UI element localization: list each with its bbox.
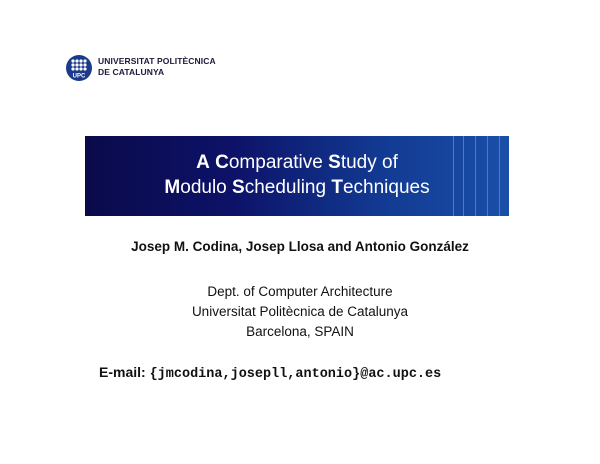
university-name-line2: DE CATALUNYA: [98, 67, 165, 77]
university-name: [98, 56, 216, 78]
title-segment: echniques: [342, 177, 430, 198]
affiliation-university: Universitat Politècnica de Catalunya: [191, 304, 409, 319]
title-segment: odulo: [180, 177, 233, 198]
title-banner: [85, 136, 509, 216]
title-segment: S: [232, 177, 245, 198]
slide-title: [85, 150, 509, 200]
email-address: {jmcodina,josepll,antonio}@ac.upc.es: [149, 367, 442, 382]
slide-title-line2: [85, 175, 509, 200]
title-segment: cheduling: [244, 177, 332, 198]
title-segment: S: [328, 152, 341, 173]
affiliation: [0, 282, 600, 342]
upc-logo-icon: [66, 55, 92, 81]
university-name-line1: UNIVERSITAT POLITÈCNICA: [98, 56, 216, 66]
slide-title-line1: [85, 150, 509, 175]
title-segment: T: [331, 177, 343, 198]
title-segment: M: [164, 177, 181, 198]
title-segment: A: [196, 152, 210, 173]
title-segment: C: [215, 152, 229, 173]
title-segment: tudy of: [340, 152, 398, 173]
logo-text: UPC: [72, 73, 86, 80]
affiliation-dept: Dept. of Computer Architecture: [207, 284, 393, 299]
email-label: E-mail:: [99, 364, 146, 380]
affiliation-location: Barcelona, SPAIN: [246, 324, 354, 339]
authors: Josep M. Codina, Josep Llosa and Antonio González: [131, 239, 469, 254]
email-line: [99, 364, 441, 382]
title-segment: omparative: [228, 152, 329, 173]
